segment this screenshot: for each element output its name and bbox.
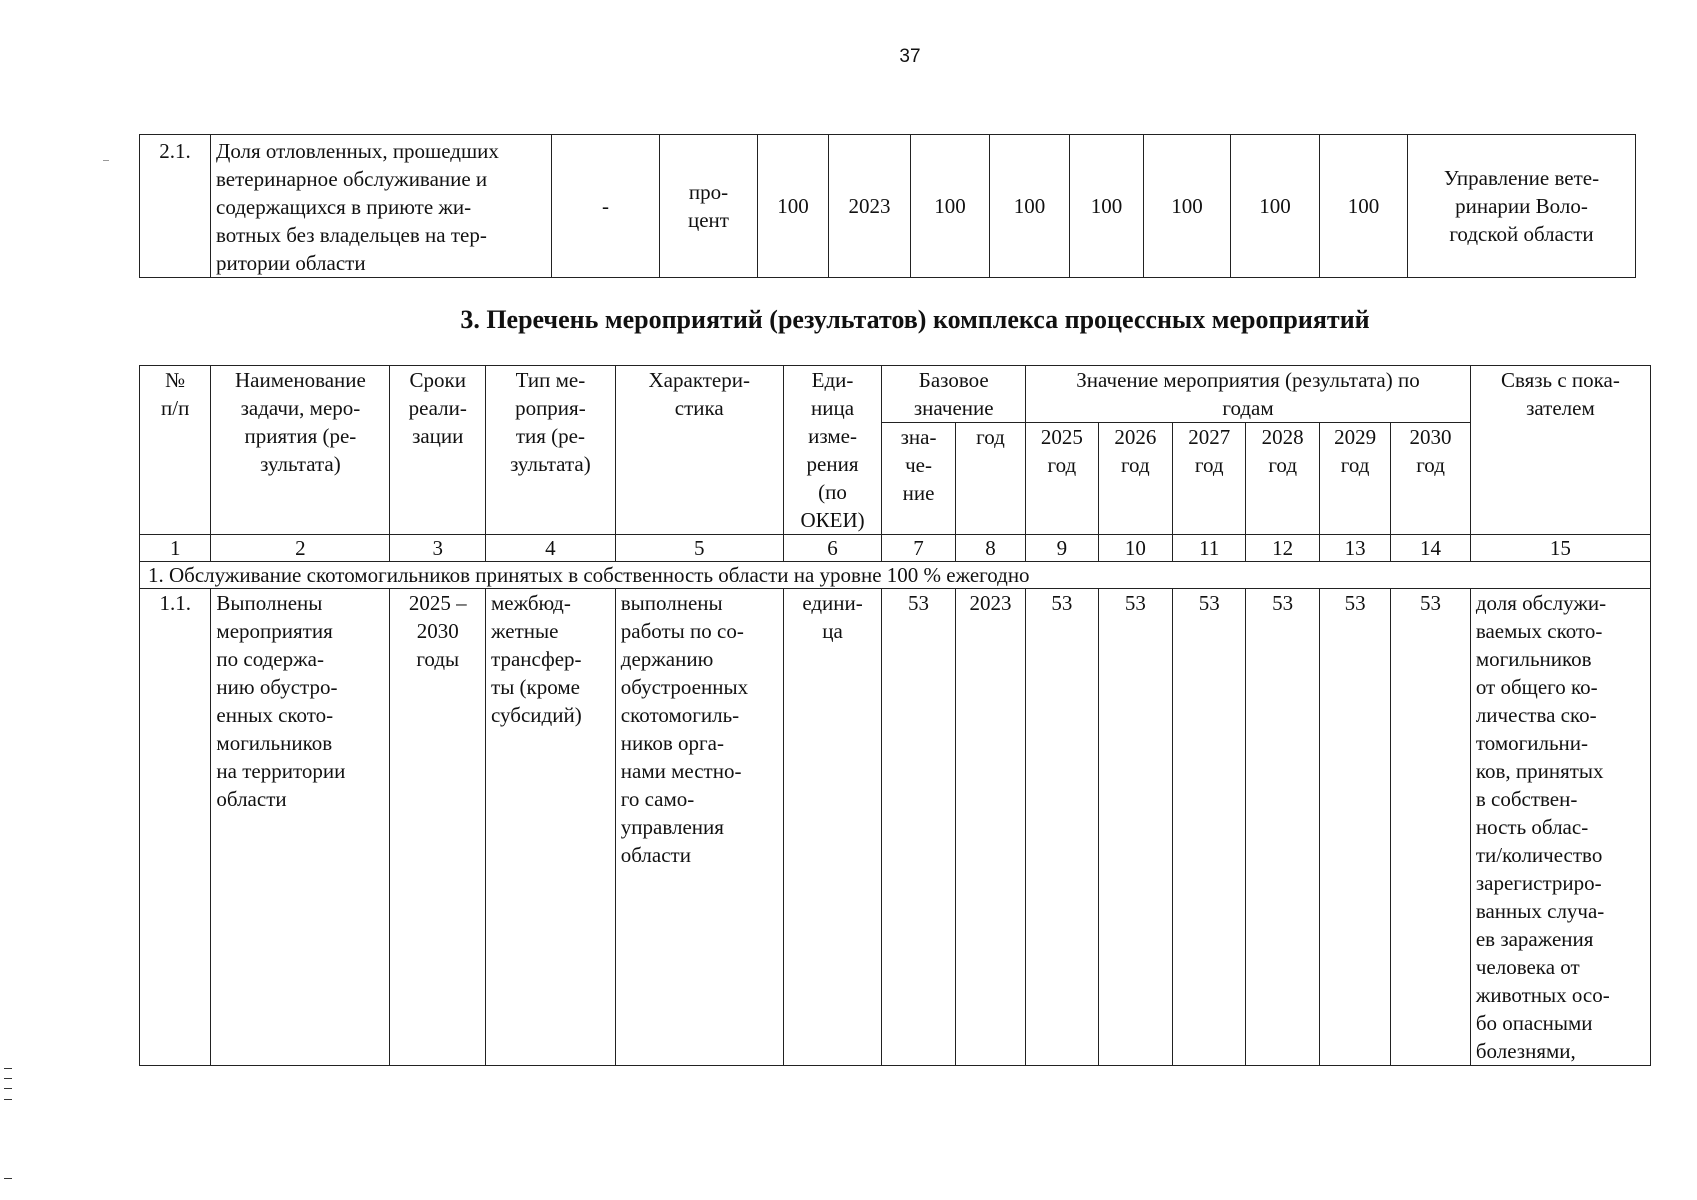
column-number: 2 xyxy=(211,535,390,562)
column-number: 1 xyxy=(140,535,211,562)
scan-margin-marks xyxy=(4,1068,12,1100)
header-unit: Еди- ница изме- рения (по ОКЕИ) xyxy=(783,366,882,535)
value-2025: 53 xyxy=(1026,589,1098,1066)
column-number: 6 xyxy=(783,535,882,562)
header-terms: Сроки реали- зации xyxy=(390,366,486,535)
header-base-value: зна- че- ние xyxy=(882,423,955,535)
header-2028: 2028 год xyxy=(1246,423,1319,535)
base-year: 2023 xyxy=(955,589,1025,1066)
page-number: 37 xyxy=(899,46,921,67)
value-2026: 53 xyxy=(1098,589,1172,1066)
indicators-table xyxy=(139,134,1636,278)
section-title: 1. Обслуживание скотомогильников принятых в собственность области на уровне 100 % ежегодно xyxy=(140,562,1651,589)
measure-indicator-link: доля обслужи- ваемых ското- могильников от общего ко- личества ско- томогильни- ков, принятых в собствен- ность облас- ти/количество зарегистриро- ванных случа- ев заражения человека от животных осо- бо опасными болезнями, xyxy=(1470,589,1650,1066)
row-number: 2.1. xyxy=(140,135,211,278)
value-2030: 53 xyxy=(1391,589,1471,1066)
column-number: 7 xyxy=(882,535,955,562)
header-characteristic: Характери- стика xyxy=(615,366,783,535)
measure-unit: едини- ца xyxy=(783,589,882,1066)
base-value: 53 xyxy=(882,589,955,1066)
indicator-link: - xyxy=(552,135,660,278)
base-year: 2023 xyxy=(829,135,911,278)
column-number: 14 xyxy=(1391,535,1471,562)
column-number: 8 xyxy=(955,535,1025,562)
scan-margin-tick xyxy=(4,1178,12,1179)
header-type: Тип ме- роприя- тия (ре- зультата) xyxy=(486,366,616,535)
header-link: Связь с пока- зателем xyxy=(1470,366,1650,535)
measure-terms: 2025 – 2030 годы xyxy=(390,589,486,1066)
scan-margin-tick xyxy=(103,160,109,161)
header-2027: 2027 год xyxy=(1173,423,1246,535)
measure-row xyxy=(140,589,1651,1066)
measures-table xyxy=(139,365,1651,1066)
column-number: 11 xyxy=(1173,535,1246,562)
column-number: 9 xyxy=(1026,535,1098,562)
column-number: 15 xyxy=(1470,535,1650,562)
column-number: 4 xyxy=(486,535,616,562)
header-2029: 2029 год xyxy=(1319,423,1390,535)
header-base-group: Базовое значение xyxy=(882,366,1026,423)
header-2026: 2026 год xyxy=(1098,423,1172,535)
column-number: 12 xyxy=(1246,535,1319,562)
header-num: № п/п xyxy=(140,366,211,535)
header-name: Наименование задачи, меро- приятия (ре- зультата) xyxy=(211,366,390,535)
responsible-body: Управление вете- ринарии Воло- годской области xyxy=(1408,135,1636,278)
measure-characteristic: выполнены работы по со- держанию обустроенных скотомогиль- ников орга- нами местно- го само- управления области xyxy=(615,589,783,1066)
value-2028: 100 xyxy=(1144,135,1231,278)
section-row xyxy=(140,562,1651,589)
indicator-row xyxy=(140,135,1636,278)
value-2025: 100 xyxy=(911,135,990,278)
row-number: 1.1. xyxy=(140,589,211,1066)
header-base-year: год xyxy=(955,423,1025,535)
value-2029: 53 xyxy=(1319,589,1390,1066)
value-2026: 100 xyxy=(990,135,1070,278)
indicator-name: Доля отловленных, прошедших ветеринарное обслуживание и содержащихся в приюте жи- вотных без владельцев на тер- ритории области xyxy=(211,135,552,278)
section-heading: 3. Перечень мероприятий (результатов) комплекса процессных мероприятий xyxy=(460,305,1370,334)
value-2027: 100 xyxy=(1070,135,1144,278)
header-2025: 2025 год xyxy=(1026,423,1098,535)
indicator-unit: про- цент xyxy=(660,135,758,278)
column-number: 3 xyxy=(390,535,486,562)
measure-type: межбюд- жетные трансфер- ты (кроме субсидий) xyxy=(486,589,616,1066)
header-row-1 xyxy=(140,366,1651,423)
column-number: 13 xyxy=(1319,535,1390,562)
column-number: 5 xyxy=(615,535,783,562)
header-2030: 2030 год xyxy=(1391,423,1471,535)
value-2027: 53 xyxy=(1173,589,1246,1066)
column-number: 10 xyxy=(1098,535,1172,562)
value-2030: 100 xyxy=(1320,135,1408,278)
column-number-row xyxy=(140,535,1651,562)
value-2028: 53 xyxy=(1246,589,1319,1066)
measure-name: Выполнены мероприятия по содержа- нию обустро- енных ското- могильников на территории области xyxy=(211,589,390,1066)
base-value: 100 xyxy=(758,135,829,278)
value-2029: 100 xyxy=(1231,135,1320,278)
header-values-group: Значение мероприятия (результата) по годам xyxy=(1026,366,1471,423)
